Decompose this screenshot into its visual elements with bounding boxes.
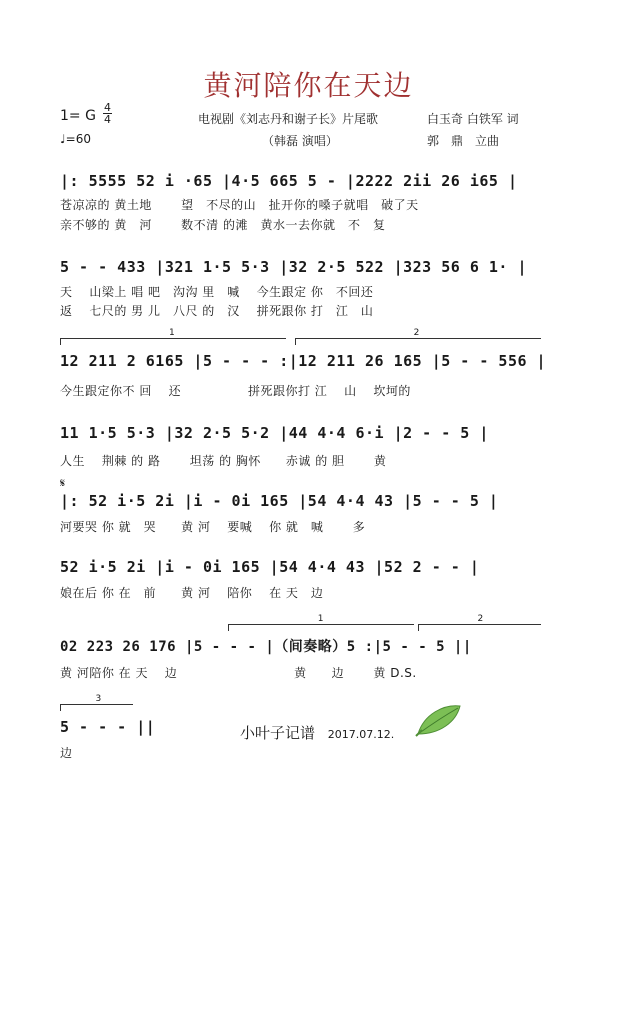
volta-label: 2	[477, 614, 484, 624]
notation-row: 5 - - 433 |321 1·5 5·3 |32 2·5 522 |323 56 6 1· |	[60, 258, 528, 276]
volta-bracket	[418, 614, 541, 631]
volta-bracket	[60, 328, 286, 345]
leaf-icon	[414, 700, 464, 744]
notation-row: |: 52 i·5 2i |i - 0i 165 |54 4·4 43 |5 - - 5 |	[60, 492, 499, 510]
notation-row: 5 - - - ||	[60, 718, 156, 736]
key-signature	[60, 108, 96, 124]
notation-row: 52 i·5 2i |i - 0i 165 |54 4·4 43 |52 2 - - |	[60, 558, 480, 576]
lyrics-row: 今生跟定你不 回 还 拼死跟你打 江 山 坎坷的	[60, 384, 411, 398]
time-sig-top: 4	[104, 101, 111, 114]
tempo: ♩=60	[60, 132, 91, 146]
volta-label: 1	[317, 614, 324, 624]
volta-label: 2	[413, 328, 420, 338]
lyrics-row: 天 山梁上 唱 吧 沟沟 里 喊 今生跟定 你 不回还	[60, 285, 374, 299]
volta-label: 3	[95, 694, 102, 704]
composer: 郭 鼎 立曲	[427, 134, 500, 148]
lyricist: 白玉奇 白铁军 词	[427, 112, 519, 126]
time-signature	[103, 102, 112, 125]
volta-bracket	[60, 694, 133, 711]
lyrics-row: 黄 河陪你 在 天 边 黄 边 黄 D.S.	[60, 666, 417, 680]
volta-label: 1	[169, 328, 175, 338]
lyrics-row: 苍凉凉的 黄土地 望 不尽的山 扯开你的嗓子就唱 破了天	[60, 198, 419, 212]
lyrics-row: 返 七尺的 男 儿 八尺 的 汉 拼死跟你 打 江 山	[60, 304, 374, 318]
notation-row: 12 211 2 6165 |5 - - - :|12 211 26 165 |5 - - 556 |	[60, 352, 547, 370]
transcriber-signature	[240, 722, 394, 743]
segno-icon: 𝄋	[60, 476, 66, 490]
lyrics-row: 亲不够的 黄 河 数不清 的滩 黄水一去你就 不 复	[60, 218, 386, 232]
notation-row: 11 1·5 5·3 |32 2·5 5·2 |44 4·4 6·i |2 - - 5 |	[60, 424, 489, 442]
lyrics-row: 人生 荆棘 的 路 坦荡 的 胸怀 赤诚 的 胆 黄	[60, 454, 387, 468]
volta-bracket	[295, 328, 541, 345]
signature-text: 小叶子记谱	[240, 724, 316, 742]
time-sig-bottom: 4	[104, 113, 111, 126]
key-label: 1= G	[60, 108, 96, 124]
volta-bracket	[228, 614, 414, 631]
singer-note: （韩磊 演唱）	[262, 134, 338, 148]
notation-row: 02 223 26 176 |5 - - - |（间奏略）5 :|5 - - 5 ||	[60, 639, 472, 655]
source-note: 电视剧《刘志丹和谢子长》片尾歌	[198, 112, 379, 126]
notation-row: |: 5555 52 i ·65 |4·5 665 5 - |2222 2ii 26 i65 |	[60, 172, 518, 190]
signature-date: 2017.07.12.	[327, 728, 395, 741]
lyrics-row: 河要哭 你 就 哭 黄 河 要喊 你 就 喊 多	[60, 520, 366, 534]
lyrics-row: 娘在后 你 在 前 黄 河 陪你 在 天 边	[60, 586, 324, 600]
page-title: 黄河陪你在天边	[203, 69, 414, 102]
lyrics-row: 边	[60, 746, 73, 760]
